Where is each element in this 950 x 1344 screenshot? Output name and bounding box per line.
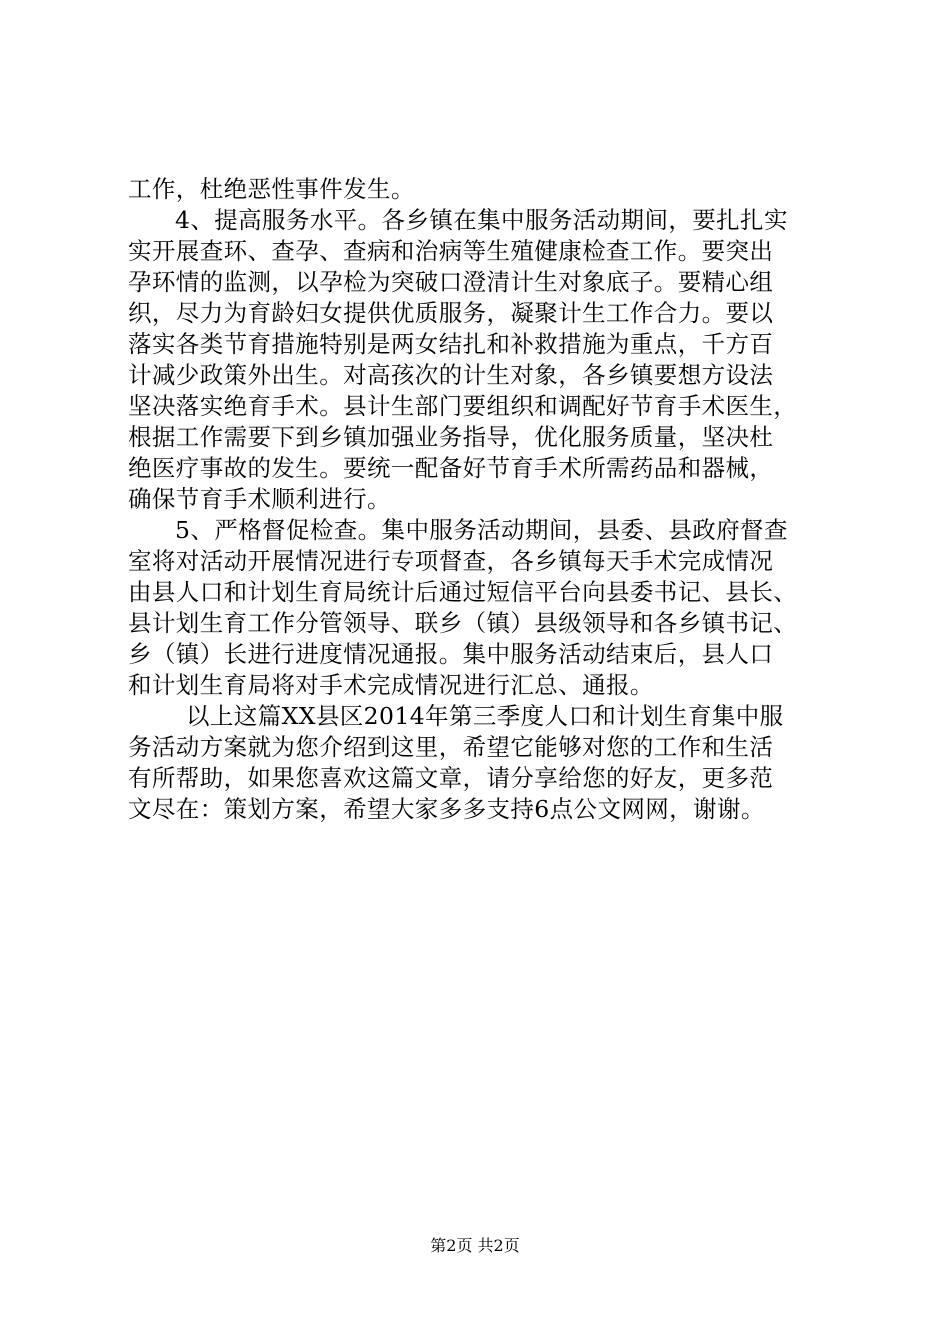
paragraph-line: 织，尽力为育龄妇女提供优质服务，凝聚计生工作合力。要以 [128,299,774,327]
paragraph-line: 确保节育手术顺利进行。 [128,485,391,513]
paragraph-line: 5、严格督促检查。集中服务活动期间，县委、县政府督查 [175,516,788,544]
paragraph-line: 由县人口和计划生育局统计后通过短信平台向县委书记、县长、 [128,578,798,606]
paragraph-line: 坚决落实绝育手术。县计生部门要组织和调配好节育手术医生， [128,392,798,420]
paragraph-line: 有所帮助，如果您喜欢这篇文章，请分享给您的好友，更多范 [128,764,774,792]
paragraph-line: 根据工作需要下到乡镇加强业务指导，优化服务质量，坚决杜 [128,423,774,451]
paragraph-line: 4、提高服务水平。各乡镇在集中服务活动期间，要扎扎实 [175,206,788,234]
paragraph-line: 工作，杜绝恶性事件发生。 [128,175,415,203]
paragraph-line: 实开展查环、查孕、查病和治病等生殖健康检查工作。要突出 [128,237,774,265]
paragraph-line: 县计划生育工作分管领导、联乡（镇）县级领导和各乡镇书记、 [128,609,798,637]
paragraph-line: 计减少政策外出生。对高孩次的计生对象，各乡镇要想方设法 [128,361,774,389]
page-footer: 第2页 共2页 [430,1236,520,1255]
paragraph-line: 绝医疗事故的发生。要统一配备好节育手术所需药品和器械， [128,454,774,482]
paragraph-line: 和计划生育局将对手术完成情况进行汇总、通报。 [128,671,654,699]
paragraph-line: 务活动方案就为您介绍到这里，希望它能够对您的工作和生活 [128,733,774,761]
paragraph-line: 以上这篇XX县区2014年第三季度人口和计划生育集中服 [186,702,784,730]
paragraph-line: 室将对活动开展情况进行专项督查，各乡镇每天手术完成情况 [128,547,774,575]
paragraph-line: 乡（镇）长进行进度情况通报。集中服务活动结束后，县人口 [128,640,774,668]
paragraph-line: 文尽在：策划方案，希望大家多多支持6点公文网网，谢谢。 [128,795,765,823]
paragraph-line: 落实各类节育措施特别是两女结扎和补救措施为重点，千方百 [128,330,774,358]
paragraph-line: 孕环情的监测，以孕检为突破口澄清计生对象底子。要精心组 [128,268,774,296]
